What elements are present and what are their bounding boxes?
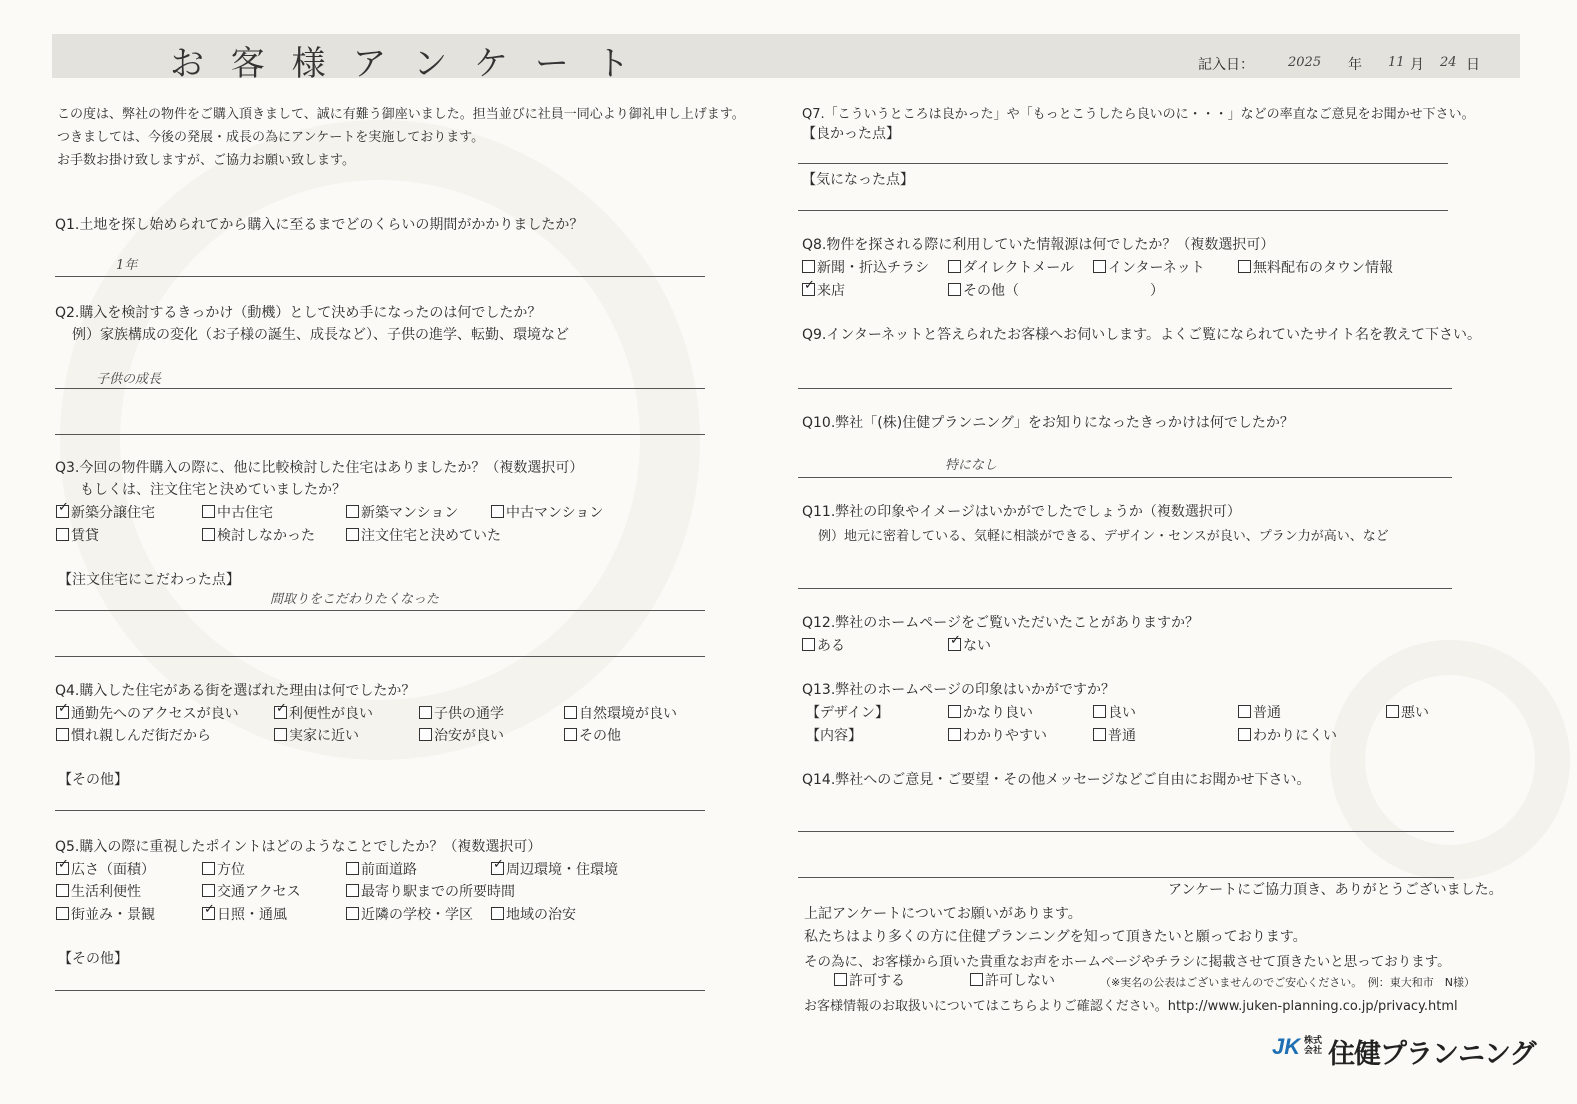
q8-option-direct-mail[interactable]	[948, 259, 1074, 277]
option-label: 中古マンション	[506, 505, 604, 521]
q5-option-sunlight[interactable]	[202, 906, 287, 924]
option-label: 注文住宅と決めていた	[361, 528, 501, 544]
option-label: 広さ（面積）	[71, 862, 155, 878]
q3-question: Q3.今回の物件購入の際に、他に比較検討した住宅はありましたか？（複数選択可）	[55, 460, 584, 476]
checkbox[interactable]	[802, 638, 815, 651]
checkbox-checked[interactable]	[802, 283, 815, 296]
q4-other-line	[55, 810, 705, 811]
option-label: 自然環境が良い	[579, 706, 677, 722]
checkbox[interactable]	[1238, 728, 1251, 741]
q4-option-other[interactable]	[564, 727, 621, 745]
q3-option-custom-decided[interactable]	[346, 527, 501, 545]
checkbox[interactable]	[346, 884, 359, 897]
q5-option-area[interactable]	[56, 861, 155, 879]
q7-question: Q7.「こういうところは良かった」や「もっとこうしたら良いのに・・・」などの率直なご意見をお聞かせ下さい。	[802, 107, 1475, 122]
privacy-link[interactable]: お客様情報のお取扱いについてはこちらよりご確認ください。http://www.juken-planning.co.jp/privacy.html	[804, 999, 1458, 1014]
option-label: 新聞・折込チラシ	[817, 260, 929, 276]
option-label: ダイレクトメール	[963, 260, 1075, 276]
q8-option-internet[interactable]	[1093, 259, 1205, 277]
q7-good-label: 【良かった点】	[802, 126, 900, 142]
q1-question: Q1.土地を探し始められてから購入に至るまでどのくらいの期間がかかりましたか？	[55, 217, 584, 233]
checkbox-checked[interactable]	[274, 706, 287, 719]
q14-question: Q14.弊社へのご意見・ご要望・その他メッセージなどご自由にお聞かせ下さい。	[802, 772, 1311, 788]
q5-option-transport[interactable]	[202, 883, 301, 901]
q13-design-normal[interactable]	[1238, 704, 1281, 722]
intro-line: お手数お掛け致しますが、ご協力お願い致します。	[57, 153, 355, 168]
q8-option-newspaper[interactable]	[802, 259, 929, 277]
intro-line: つきましては、今後の発展・成長の為にアンケートを実施しております。	[57, 130, 485, 145]
option-label: その他	[579, 728, 621, 744]
checkbox[interactable]	[491, 907, 504, 920]
checkbox[interactable]	[1238, 260, 1251, 273]
q3-sub-line-2	[55, 656, 705, 657]
option-label: 交通アクセス	[217, 884, 301, 900]
option-label: 実家に近い	[289, 728, 359, 744]
logo-kabushiki: 株式会社	[1304, 1036, 1323, 1056]
q4-option-commute[interactable]	[56, 705, 239, 723]
option-label: 許可する	[849, 973, 905, 989]
company-logo	[1272, 1032, 1554, 1068]
option-label: 許可しない	[985, 973, 1055, 989]
q13-content-clear[interactable]	[948, 727, 1047, 745]
q13-content-label: 【内容】	[806, 728, 862, 744]
option-label: 利便性が良い	[289, 706, 373, 722]
option-label: 最寄り駅までの所要時間	[361, 884, 515, 900]
option-label: 慣れ親しんだ街だから	[71, 728, 211, 744]
q8-question: Q8.物件を探される際に利用していた情報源は何でしたか？（複数選択可）	[802, 237, 1275, 253]
checkbox[interactable]	[202, 862, 215, 875]
checkbox[interactable]	[1386, 705, 1399, 718]
checkbox[interactable]	[56, 907, 69, 920]
checkbox[interactable]	[948, 260, 961, 273]
date-month[interactable]: 11	[1388, 55, 1405, 70]
date-month-unit: 月	[1410, 57, 1424, 73]
q12-question: Q12.弊社のホームページをご覧いただいたことがありますか？	[802, 615, 1200, 631]
checkbox[interactable]	[1093, 705, 1106, 718]
checkbox[interactable]	[564, 706, 577, 719]
option-label: 生活利便性	[71, 884, 141, 900]
q8-option-visit[interactable]	[802, 282, 845, 300]
request-line-1: 上記アンケートについてお願いがあります。	[804, 906, 1082, 922]
q5-option-townscape[interactable]	[56, 906, 155, 924]
option-label: 検討しなかった	[217, 528, 315, 544]
checkbox[interactable]	[202, 528, 215, 541]
q5-question: Q5.購入の際に重視したポイントはどのようなことでしたか？（複数選択可）	[55, 839, 542, 855]
checkbox[interactable]	[56, 528, 69, 541]
checkbox[interactable]	[346, 528, 359, 541]
q8-other-close: ）	[1150, 283, 1164, 299]
q4-question: Q4.購入した住宅がある街を選ばれた理由は何でしたか？	[55, 683, 416, 699]
q13-question: Q13.弊社のホームページの印象はいかがですか？	[802, 682, 1116, 698]
checkbox[interactable]	[274, 728, 287, 741]
option-label: かなり良い	[963, 705, 1033, 721]
q2-answer[interactable]: 子供の成長	[96, 372, 162, 387]
option-label: インターネット	[1108, 260, 1205, 276]
q5-option-area-safety[interactable]	[491, 906, 576, 924]
checkbox[interactable]	[346, 862, 359, 875]
q3-option-new-house[interactable]	[56, 504, 155, 522]
option-label: ない	[963, 638, 991, 654]
q3-question-line2: もしくは、注文住宅と決めていましたか？	[80, 482, 346, 498]
checkbox[interactable]	[970, 973, 983, 986]
q13-content-normal[interactable]	[1093, 727, 1136, 745]
option-label: わかりやすい	[963, 728, 1047, 744]
option-label: 街並み・景観	[71, 907, 155, 923]
q5-other-label: 【その他】	[58, 951, 128, 967]
option-label: 治安が良い	[434, 728, 504, 744]
date-year[interactable]: 2025	[1288, 55, 1322, 70]
q1-answer-line	[55, 276, 705, 277]
q4-option-school[interactable]	[419, 705, 504, 723]
q11-answer-line	[798, 588, 1452, 589]
checkbox[interactable]	[491, 505, 504, 518]
option-label: 悪い	[1401, 705, 1429, 721]
checkbox[interactable]	[346, 907, 359, 920]
q4-other-label: 【その他】	[58, 772, 128, 788]
q13-content-unclear[interactable]	[1238, 727, 1337, 745]
q3-option-used-mansion[interactable]	[491, 504, 603, 522]
q7-concern-label: 【気になった点】	[802, 172, 914, 188]
request-line-2: 私たちはより多くの方に住健プランニングを知って頂きたいと願っております。	[804, 929, 1307, 945]
q8-option-other[interactable]	[948, 282, 1019, 300]
q10-question: Q10.弊社「(株)住健プランニング」をお知りになったきっかけは何でしたか？	[802, 415, 1294, 431]
q13-design-very-good[interactable]	[948, 704, 1033, 722]
option-label: その他（	[963, 283, 1019, 299]
q3-option-rental[interactable]	[56, 527, 99, 545]
q1-answer[interactable]: 1年	[116, 258, 138, 273]
q5-option-surroundings[interactable]	[491, 861, 618, 879]
checkbox[interactable]	[802, 260, 815, 273]
intro-text	[57, 103, 745, 172]
checkbox[interactable]	[419, 728, 432, 741]
q5-option-direction[interactable]	[202, 861, 245, 879]
checkbox[interactable]	[419, 706, 432, 719]
checkbox-checked[interactable]	[948, 638, 961, 651]
q2-answer-line-2	[55, 434, 705, 435]
q13-design-bad[interactable]	[1386, 704, 1429, 722]
checkbox[interactable]	[948, 705, 961, 718]
q13-design-label: 【デザイン】	[806, 705, 890, 721]
checkbox[interactable]	[56, 884, 69, 897]
option-label: 普通	[1108, 728, 1136, 744]
q3-option-used-house[interactable]	[202, 504, 273, 522]
checkbox[interactable]	[1093, 728, 1106, 741]
checkbox[interactable]	[56, 728, 69, 741]
option-label: 方位	[217, 862, 245, 878]
q5-option-front-road[interactable]	[346, 861, 417, 879]
option-label: 子供の通学	[434, 706, 504, 722]
q5-other-line	[55, 990, 705, 991]
q7-good-line	[798, 163, 1448, 164]
q4-option-nature[interactable]	[564, 705, 677, 723]
logo-mark-icon: JK	[1272, 1034, 1301, 1059]
option-label: 賃貸	[71, 528, 99, 544]
option-label: 新築マンション	[361, 505, 459, 521]
option-label: 近隣の学校・学区	[361, 907, 473, 923]
option-label: 前面道路	[361, 862, 417, 878]
q11-example: 例）地元に密着している、気軽に相談ができる、デザイン・センスが良い、プラン力が高い、など	[818, 529, 1389, 544]
q13-design-good[interactable]	[1093, 704, 1136, 722]
option-label: 中古住宅	[217, 505, 273, 521]
q3-option-no-compare[interactable]	[202, 527, 315, 545]
date-year-unit: 年	[1348, 57, 1362, 73]
checkbox[interactable]	[202, 884, 215, 897]
intro-line: この度は、弊社の物件をご購入頂きまして、誠に有難う御座いました。担当並びに社員一同心より御礼申し上げます。	[57, 107, 745, 122]
q12-option-no[interactable]	[948, 637, 991, 655]
checkbox-checked[interactable]	[491, 862, 504, 875]
checkbox-checked[interactable]	[56, 706, 69, 719]
q2-answer-line-1	[55, 388, 705, 389]
option-label: 日照・通風	[217, 907, 287, 923]
deny-option[interactable]	[970, 972, 1055, 990]
option-label: 通勤先へのアクセスが良い	[71, 706, 239, 722]
q11-question: Q11.弊社の印象やイメージはいかがでしたでしょうか（複数選択可）	[802, 504, 1241, 520]
date-day-unit: 日	[1466, 57, 1480, 73]
date-day[interactable]: 24	[1440, 55, 1457, 70]
option-label: ある	[817, 638, 845, 654]
permit-option[interactable]	[834, 972, 905, 990]
q3-sub-line-1	[55, 610, 705, 611]
checkbox[interactable]	[834, 973, 847, 986]
option-label: 地域の治安	[506, 907, 576, 923]
checkbox[interactable]	[948, 728, 961, 741]
thanks-text: アンケートにご協力頂き、ありがとうございました。	[1168, 882, 1503, 898]
checkbox[interactable]	[346, 505, 359, 518]
request-line-3: その為に、お客様から頂いた貴重なお声をホームページやチラシに掲載させて頂きたいと思っております。	[804, 954, 1451, 970]
q10-answer-line	[798, 477, 1452, 478]
option-label: 新築分譲住宅	[71, 505, 155, 521]
q4-option-familiar[interactable]	[56, 727, 211, 745]
checkbox[interactable]	[564, 728, 577, 741]
option-label: 周辺環境・住環境	[506, 862, 618, 878]
anonymity-note: （※実名の公表はございませんのでご安心ください。 例：東大和市 N様）	[1100, 976, 1475, 989]
q9-question: Q9.インターネットと答えられたお客様へお伺いします。よくご覧になられていたサイト名を教えて下さい。	[802, 327, 1482, 343]
checkbox[interactable]	[202, 505, 215, 518]
q14-answer-line-2	[798, 877, 1454, 878]
q5-option-station-time[interactable]	[346, 883, 515, 901]
q3-sub-label: 【注文住宅にこだわった点】	[58, 572, 240, 588]
page-title: お 客 様 ア ン ケ ー ト	[170, 44, 638, 84]
option-label: 無料配布のタウン情報	[1253, 260, 1393, 276]
q5-option-schools[interactable]	[346, 906, 473, 924]
checkbox[interactable]	[1238, 705, 1251, 718]
q7-concern-line	[798, 210, 1448, 211]
q2-example: 例）家族構成の変化（お子様の誕生、成長など）、子供の進学、転勤、環境など	[72, 327, 569, 343]
q3-sub-answer[interactable]: 間取りをこだわりたくなった	[270, 592, 440, 607]
q9-answer-line	[798, 388, 1452, 389]
option-label: わかりにくい	[1253, 728, 1337, 744]
q14-answer-line-1	[798, 831, 1454, 832]
q2-question: Q2.購入を検討するきっかけ（動機）として決め手になったのは何でしたか？	[55, 305, 542, 321]
q5-option-living-convenience[interactable]	[56, 883, 141, 901]
q8-option-town-info[interactable]	[1238, 259, 1393, 277]
q3-option-new-mansion[interactable]	[346, 504, 458, 522]
checkbox[interactable]	[948, 283, 961, 296]
checkbox-checked[interactable]	[56, 862, 69, 875]
option-label: 普通	[1253, 705, 1281, 721]
option-label: 来店	[817, 283, 845, 299]
checkbox-checked[interactable]	[202, 907, 215, 920]
checkbox[interactable]	[1093, 260, 1106, 273]
date-label: 記入日：	[1198, 57, 1254, 73]
watermark-ornament-right	[1330, 640, 1570, 880]
logo-name: 住健プランニング	[1328, 1039, 1536, 1070]
option-label: 良い	[1108, 705, 1136, 721]
checkbox-checked[interactable]	[56, 505, 69, 518]
q12-option-yes[interactable]	[802, 637, 845, 655]
q4-option-safety[interactable]	[419, 727, 504, 745]
q4-option-convenience[interactable]	[274, 705, 373, 723]
q10-answer[interactable]: 特になし	[945, 458, 998, 473]
q4-option-near-parents[interactable]	[274, 727, 359, 745]
